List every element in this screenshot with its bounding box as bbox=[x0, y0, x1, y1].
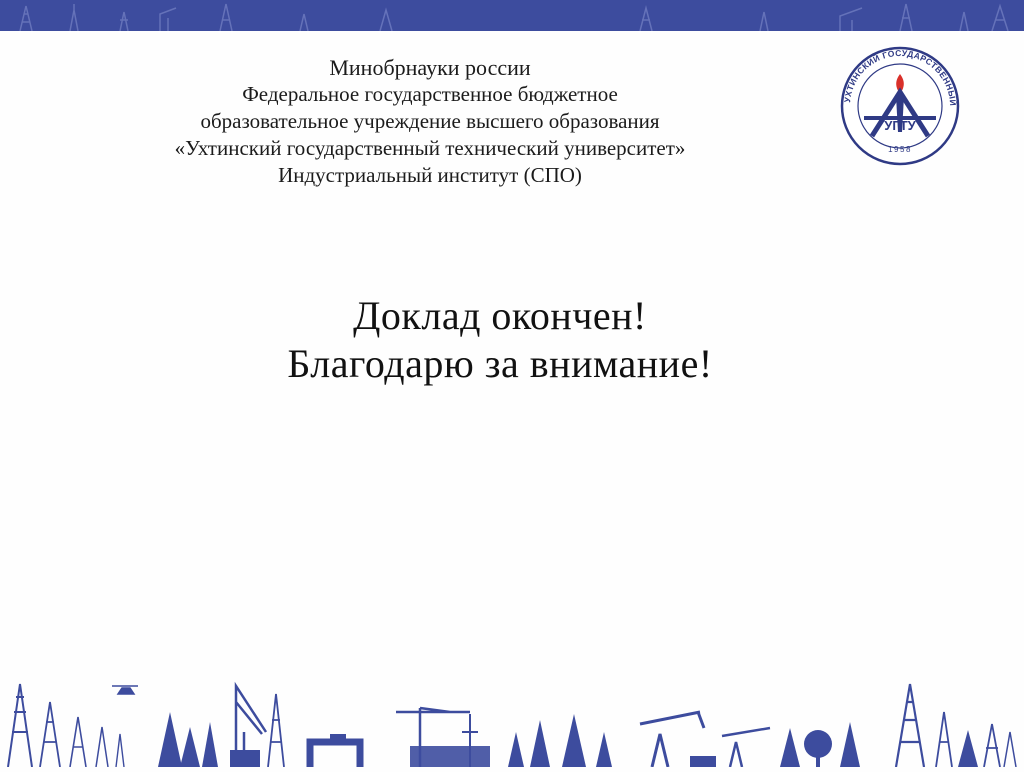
institute-name-line: Индустриальный институт (СПО) bbox=[278, 163, 582, 187]
thanks-text: Благодарю за внимание! bbox=[287, 341, 713, 386]
closing-message bbox=[200, 292, 800, 388]
top-decorative-band bbox=[0, 0, 1024, 31]
bottom-decorative-band bbox=[0, 672, 1024, 767]
university-logo bbox=[832, 44, 968, 168]
university-name-line: «Ухтинский государственный технический университет» bbox=[174, 136, 686, 160]
bottom-industrial-silhouettes bbox=[0, 672, 1024, 767]
svg-text:УГТУ: УГТУ bbox=[884, 118, 916, 133]
institution-type-line: Федеральное государственное бюджетное bbox=[242, 82, 618, 106]
institution-type-line-2: образовательное учреждение высшего образования bbox=[200, 109, 660, 133]
institution-header bbox=[100, 54, 760, 189]
ugtu-emblem bbox=[832, 44, 968, 168]
report-finished-text: Доклад окончен! bbox=[353, 293, 647, 338]
ministry-line: Минобрнауки россии bbox=[329, 55, 531, 80]
top-industrial-silhouettes bbox=[0, 0, 1024, 31]
svg-text:1958: 1958 bbox=[888, 145, 912, 154]
svg-text:УХТИНСКИЙ ГОСУДАРСТВЕННЫЙ ТЕХН: УХТИНСКИЙ ГОСУДАРСТВЕННЫЙ bbox=[842, 47, 959, 107]
